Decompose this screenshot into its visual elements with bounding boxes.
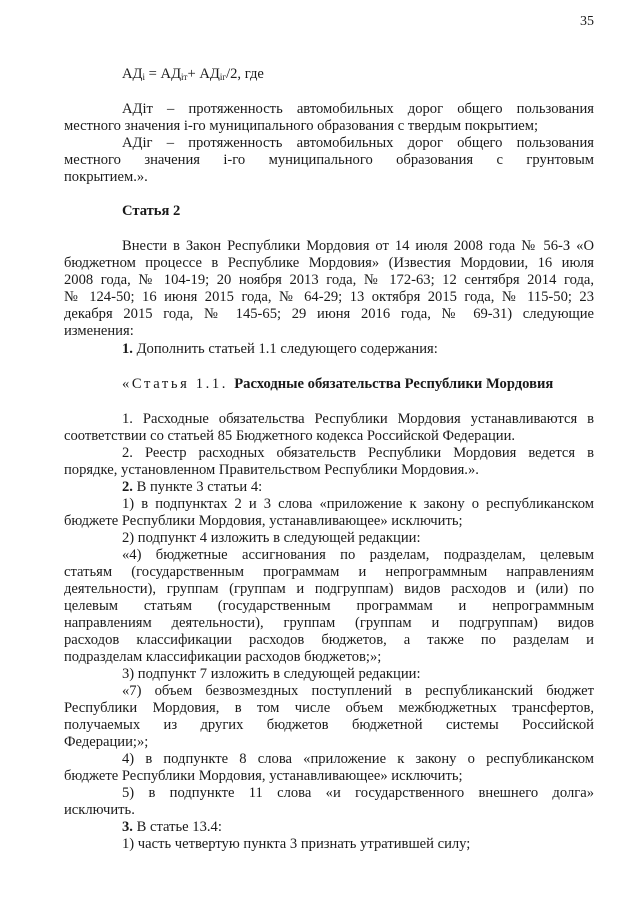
intro-line: Внести в Закон Республики Мордовия от 14 июля 2008 года № 56-З «О [122,238,594,254]
paragraph-line: порядке, установленном Правительством Республики Мордовия.». [64,462,479,478]
quote-line: целевым статьям (государственным программам и непрограммным [64,598,594,614]
paragraph-line: соответствии со статьей 85 Бюджетного кодекса Российской Федерации. [64,428,516,444]
quote-line: «7) объем безвозмездных поступлений в республиканский бюджет [122,683,594,699]
subitem-line: 2) подпункт 4 изложить в следующей редакции: [122,530,421,546]
definition-line: покрытием.». [64,169,148,185]
subitem-line: 4) в подпункте 8 слова «приложение к закону о республиканском [122,751,594,767]
quote-line: «4) бюджетные ассигнования по разделам, подразделам, целевым [122,547,594,563]
subitem-line: исключить. [64,802,135,818]
paragraph-line: 2. Реестр расходных обязательств Республики Мордовия ведется в [122,445,594,461]
article-1-1-heading: «Статья 1.1. Расходные обязательства Республики Мордовия [122,376,554,392]
quote-line: статьям (государственным программам и непрограммным направлениям [64,564,594,580]
quote-line: получаемых из других бюджетов бюджетной системы Российской [64,717,594,733]
subitem-line: бюджете Республики Мордовия, устанавливающее» исключить; [64,513,463,529]
quote-line: подразделам классификации расходов бюджетов;»; [64,649,382,665]
item-3: 3. В статье 13.4: [122,819,222,835]
formula: $АД_i = АД_{iт}+ АД_{iг}/2$, где [122,66,264,82]
subitem-line: бюджете Республики Мордовия, устанавливающее» исключить; [64,768,463,784]
intro-line: бюджетном процессе в Республике Мордовия» (Известия Мордовии, 16 июля [64,255,594,271]
article-heading: Статья 2 [122,203,181,219]
quote-line: направлениям деятельности), группам (группам и подгруппам) видов [64,615,594,631]
quote-line: расходов классификации расходов бюджетов, а также по разделам и [64,632,594,648]
subitem-line: 5) в подпункте 11 слова «и государственного внешнего долга» [122,785,594,801]
item-2: 2. В пункте 3 статьи 4: [122,479,263,495]
paragraph-line: 1. Расходные обязательства Республики Мордовия устанавливаются в [122,411,594,427]
definition-line: АДiт – протяженность автомобильных дорог общего пользования [122,101,594,117]
quote-line: Федерации;»; [64,734,149,750]
definition-line: местного значения i-го муниципального образования с грунтовым [64,152,594,168]
item-1: 1. Дополнить статьей 1.1 следующего содержания: [122,341,438,357]
definition-line: АДiг – протяженность автомобильных дорог общего пользования [122,135,594,151]
subitem-line: 3) подпункт 7 изложить в следующей редакции: [122,666,421,682]
subitem-line: 1) в подпунктах 2 и 3 слова «приложение к закону о республиканском [122,496,594,512]
intro-line: декабря 2015 года, № 145-65; 29 июня 2016 года, № 69-31) следующие [64,306,594,322]
page-number: 35 [580,14,594,29]
definition-line: местного значения i-го муниципального образования с твердым покрытием; [64,118,539,134]
quote-line: Республики Мордовия, в том числе объем межбюджетных трансфертов, [64,700,594,716]
quote-line: деятельности), группам (группам и подгруппам) видов расходов и (или) по [64,581,594,597]
intro-line: 2008 года, № 104-19; 20 ноября 2013 года, № 172-63; 12 сентября 2014 года, [64,272,594,288]
intro-line: № 124-50; 16 июня 2015 года, № 64-29; 13 октября 2015 года, № 115-50; 23 [64,289,594,305]
intro-line: изменения: [64,323,134,339]
subitem-line: 1) часть четвертую пункта 3 признать утратившей силу; [122,836,471,852]
